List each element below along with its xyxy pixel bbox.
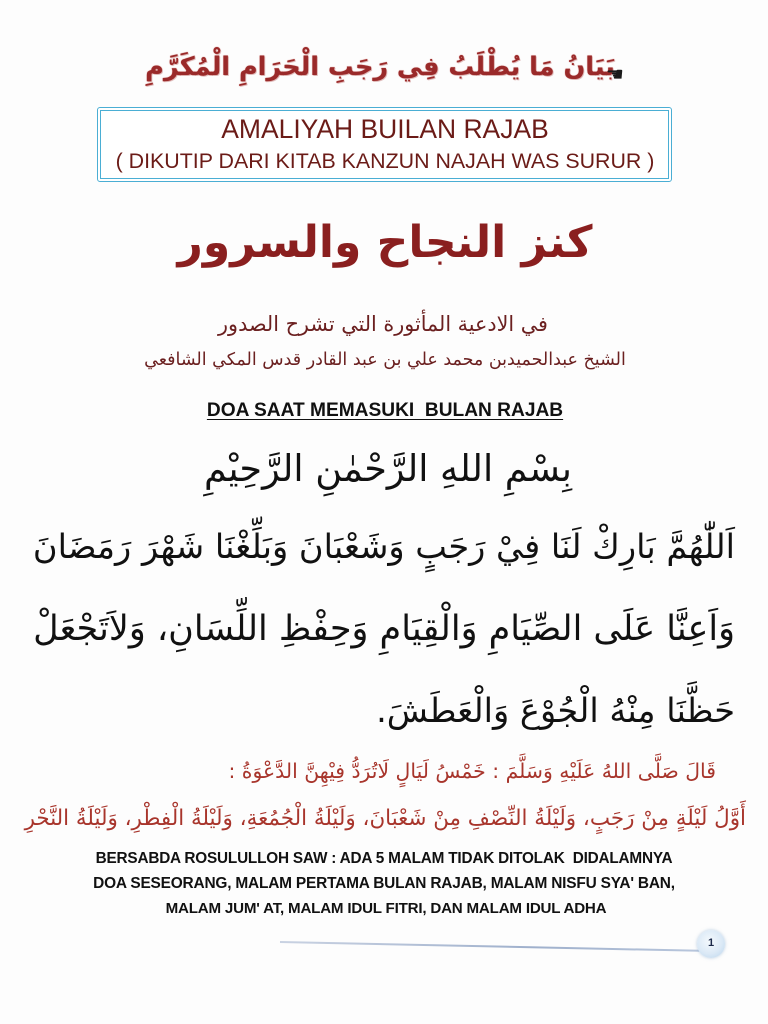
doa-line-2: وَاَعِنَّا عَلَى الصِّيَامِ وَالْقِيَامِ وَحِفْظِ اللِّسَانِ، وَلاَتَجْعَلْ bbox=[33, 608, 735, 649]
title-box-source: ( DIKUTIP DARI KITAB KANZUN NAJAH WAS SURUR ) bbox=[115, 149, 655, 173]
header-calligraphy: بَيَانُ مَا يُطْلَبُ فِي رَجَبِ الْحَرَامِ الْمُكَرَّمِ bbox=[145, 52, 615, 82]
book-title: كنز النجاح والسرور bbox=[177, 217, 593, 268]
translation-line-1: BERSABDA ROSULULLOH SAW : ADA 5 MALAM TIDAK DITOLAK DIDALAMNYA bbox=[95, 850, 673, 867]
translation-line-3: MALAM JUM' AT, MALAM IDUL FITRI, DAN MALAM IDUL ADHA bbox=[165, 900, 607, 917]
title-box-heading: AMALIYAH BUILAN RAJAB bbox=[221, 114, 549, 144]
author-line: الشيخ عبدالحميدبن محمد علي بن عبد القادر قدس المكي الشافعي bbox=[144, 350, 626, 370]
section-heading: DOA SAAT MEMASUKI BULAN RAJAB bbox=[206, 400, 564, 421]
doa-line-3: حَظَّنَا مِنْهُ الْجُوْعَ وَالْعَطَشَ. bbox=[376, 691, 735, 730]
pointing-hand-icon bbox=[606, 62, 624, 86]
footer-divider bbox=[280, 941, 700, 952]
bismillah: بِسْمِ اللهِ الرَّحْمٰنِ الرَّحِيْمِ bbox=[204, 447, 572, 490]
book-subtitle: في الادعية المأثورة التي تشرح الصدور bbox=[218, 312, 548, 336]
hadith-line-1: قَالَ صَلَّى اللهُ عَلَيْهِ وَسَلَّمَ : خَمْسُ لَيَالٍ لَاتُرَدُّ فِيْهِنَّ الدَّعْوَةُ : bbox=[228, 759, 716, 783]
translation-line-2: DOA SESEORANG, MALAM PERTAMA BULAN RAJAB, MALAM NISFU SYA' BAN, bbox=[93, 875, 675, 892]
page-number-badge: 1 bbox=[697, 930, 725, 958]
doa-line-1: اَللّٰهُمَّ بَارِكْ لَنَا فِيْ رَجَبٍ وَشَعْبَانَ وَبَلِّغْنَا شَهْرَ رَمَضَانَ bbox=[32, 527, 735, 566]
hadith-line-2: أَوَّلُ لَيْلَةٍ مِنْ رَجَبٍ، وَلَيْلَةُ النِّصْفِ مِنْ شَعْبَانَ، وَلَيْلَةُ الْجُمُعَةِ، وَلَيْلَةُ الْفِطْرِ، وَلَيْلَةُ النَّحْرِ bbox=[24, 806, 746, 831]
